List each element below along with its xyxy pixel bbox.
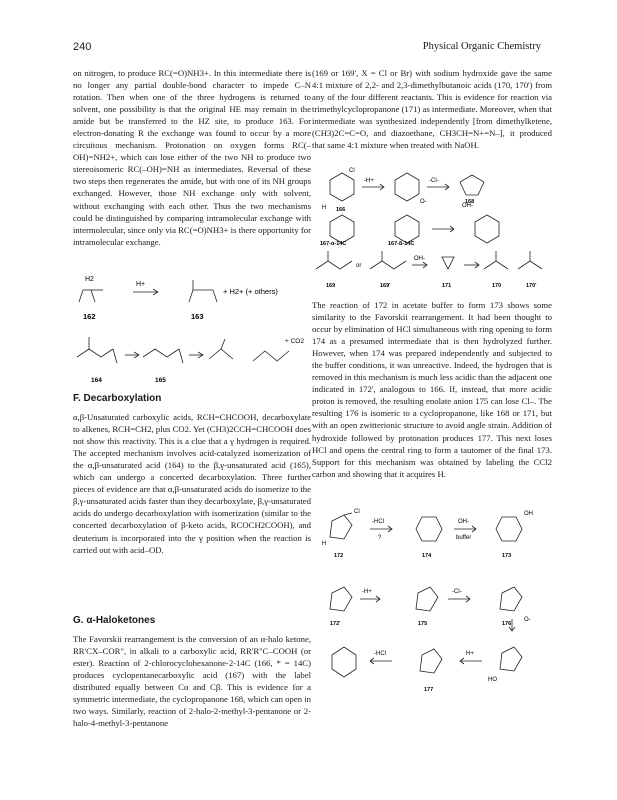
fig172-label-173: 173 <box>502 553 512 559</box>
right-paragraph-1: (169 or 169', X = Cl or Br) with sodium hydroxide gave the same 4:1 mixture of 2,2- and 2,3-dimethylbutanoic acids (170, 170') from any of the four different reactants. This is evidence for reaction via trimethylcyclopropanone (171) as intermediate. Moreover, when that intermediate was synthesized independently [from dimethylketene, (CH3)2C=C=O, and diazoethane, CH3CH=N+=N–], it produced that same 4:1 mixture when treated with NaOH. <box>312 68 552 151</box>
figure-162-163 <box>73 272 311 327</box>
fig169-or: or <box>356 263 362 269</box>
right-paragraph-2: The reaction of 172 in acetate buffer to form 173 shows some similarity to the Favorskii rearrangement. It had been thought to occur by elimination of HCl simultaneous with ring opening to form 174 as a presumed intermediate that is then hydrolyzed further. However, when 174 was prepared independently and subjected to the buffer conditions, it was unreactive. Indeed, the hydrogen that is removed in this mechanism is much less acidic than the adjacent one indicated in 172', analogous to 166. If, instead, that more acidic proton is removed, the resulting enolate anion 175 can lose Cl–. The resulting 176 is isomeric to a cyclopropanone, like 168 or 171, but with an open zwitterionic structure to avoid angle strain. Addition of hydroxide followed by protonation produces 177. This next loses HCl and opens the central ring to form a tautomer of the final 173. Support for this mechanism was obtained by labeling the CCl2 carbon and showing that it acquires H. <box>312 300 552 479</box>
fig172-label-172p: 172' <box>330 621 341 627</box>
fig172-hplus-2: H+ <box>466 651 474 657</box>
figure-172-177 <box>312 505 552 695</box>
left-column <box>73 67 311 729</box>
fig172-buffer: buffer <box>456 535 472 541</box>
left-paragraph-1: on nitrogen, to produce RC(=O)NH3+. In this intermediate there is no longer any partial double-bond character to impede C–N rotation. Then when one of the three hydrogens is returned to solvent, one possibility is that the original HE may remain in the amide but be transferred to the HZ site, to produce 163. For electron-donating R the exchange was found to occur by a more circuitous mechanism. Protonation on oxygen forms RC(–OH)=NH2+, which can lose either of the two NH to produce two stereoisomeric RC(–OH)=NH as intermediates. Reversal of these two steps then regenerates the amide, but with one of its NH groups exchanged. However, those NH exchange only with solvent, without exchanging with each other. Thus the two mechanisms could be distinguished by comparing intramolecular exchange with intermolecular, since only via RC(=O)NH3+ is there opportunity for intramolecular exchange. <box>73 68 311 247</box>
fig172-hcl: -HCl <box>372 519 384 525</box>
left-paragraph-3: The Favorskii rearrangement is the conversion of an α-halo ketone, RR'CX–COR", in alkali to a carboxylic acid, RR'R"C–COOH (or ester). Reaction of 2-chlorocyclohexanone-2-14C (166, * = 14C) produces cyclopentanecarboxylic acid (167) with the label distributed equally between Cα and Cβ. This is evidence for a symmetric intermediate, the cyclopropanone 168, which can open in two ways. Similarly, reaction of 2-halo-2-methyl-3-pentanone or 2-halo-4-methyl-3-pentanone <box>73 634 311 729</box>
fig172-h: H <box>322 541 327 547</box>
fig169-oh: OH- <box>414 256 425 262</box>
fig162-hplus: H+ <box>136 281 146 288</box>
fig166-clminus: -Cl- <box>429 178 439 184</box>
fig162-label-162: 162 <box>83 312 96 321</box>
fig169-label-169: 169 <box>326 283 336 289</box>
fig164-label-165: 165 <box>155 377 166 384</box>
fig169-label-170: 170 <box>492 283 502 289</box>
figure-164-165 <box>73 327 311 389</box>
fig172-ho: HO <box>488 677 497 683</box>
fig172-ohm: OH- <box>458 519 469 525</box>
fig172-oh: OH <box>524 511 533 517</box>
running-head: Physical Organic Chemistry <box>422 41 541 52</box>
fig166-cl: Cl <box>349 168 355 174</box>
fig172-label-175: 175 <box>418 621 428 627</box>
fig164-label-164: 164 <box>91 377 102 384</box>
left-paragraph-2: α,β-Unsaturated carboxylic acids, RCH=CHCOOH, decarboxylate to alkenes, RCH=CH2, plus CO2. Yet (CH3)2CCH=CHCOOH does not show this reactivity. This is a clue that a γ hydrogen is required. The accepted mechanism involves acid-catalyzed isomerization of the α,β-unsaturated acid (164) to the β,γ-unsaturated acid (165), which can undergo a concerted decarboxylation. Three further pieces of evidence are that α,β-unsaturated acids do isomerize to the β,γ-unsaturated acids faster than they decarboxylate, β,γ-unsaturated acids do undergo decarboxylation with isomerization (similar to the concerted decarboxylation of β-keto acids, RCOCH2COOH), and deuterium is incorporated into the γ position when the reaction is carried out with acid–OD. <box>73 412 311 555</box>
fig172-cl: Cl <box>354 509 360 515</box>
fig162-h2: H2 <box>85 276 94 283</box>
fig172-label-174: 174 <box>422 553 432 559</box>
fig172-label-172: 172 <box>334 553 344 559</box>
figure-166-168 <box>312 165 552 245</box>
page-number: 240 <box>73 41 92 53</box>
fig172-clminus: -Cl- <box>452 589 462 595</box>
figure-169-171 <box>312 245 552 293</box>
fig166-label-168: 168 <box>465 199 475 205</box>
section-g-heading: G. α-Haloketones <box>73 615 156 627</box>
fig166-label-167a: 167-α-14C <box>320 241 347 245</box>
fig166-label-166: 166 <box>336 207 346 213</box>
fig172-o: O- <box>524 617 531 623</box>
fig172-question: ? <box>378 535 382 541</box>
fig164-co2: + CO2 <box>285 338 304 345</box>
fig166-label-167b: 167-β-14C <box>388 241 415 245</box>
section-f-heading: F. Decarboxylation <box>73 393 162 404</box>
fig162-label-163: 163 <box>191 312 204 321</box>
fig169-label-170p: 170' <box>526 283 537 289</box>
fig172-label-177: 177 <box>424 687 434 693</box>
fig166-oh: OH- <box>462 203 473 209</box>
fig172-hcl-2: -HCl <box>374 651 386 657</box>
fig172-hplus: -H+ <box>362 589 372 595</box>
fig166-o: O- <box>420 199 427 205</box>
fig169-label-171: 171 <box>442 283 452 289</box>
fig172-label-176: 176 <box>502 621 512 627</box>
fig166-hplus: -H+ <box>364 178 374 184</box>
fig169-label-169p: 169' <box>380 283 391 289</box>
fig166-h: H <box>322 205 327 211</box>
right-column <box>312 67 552 695</box>
fig162-others: + H2+ (+ others) <box>223 287 278 296</box>
